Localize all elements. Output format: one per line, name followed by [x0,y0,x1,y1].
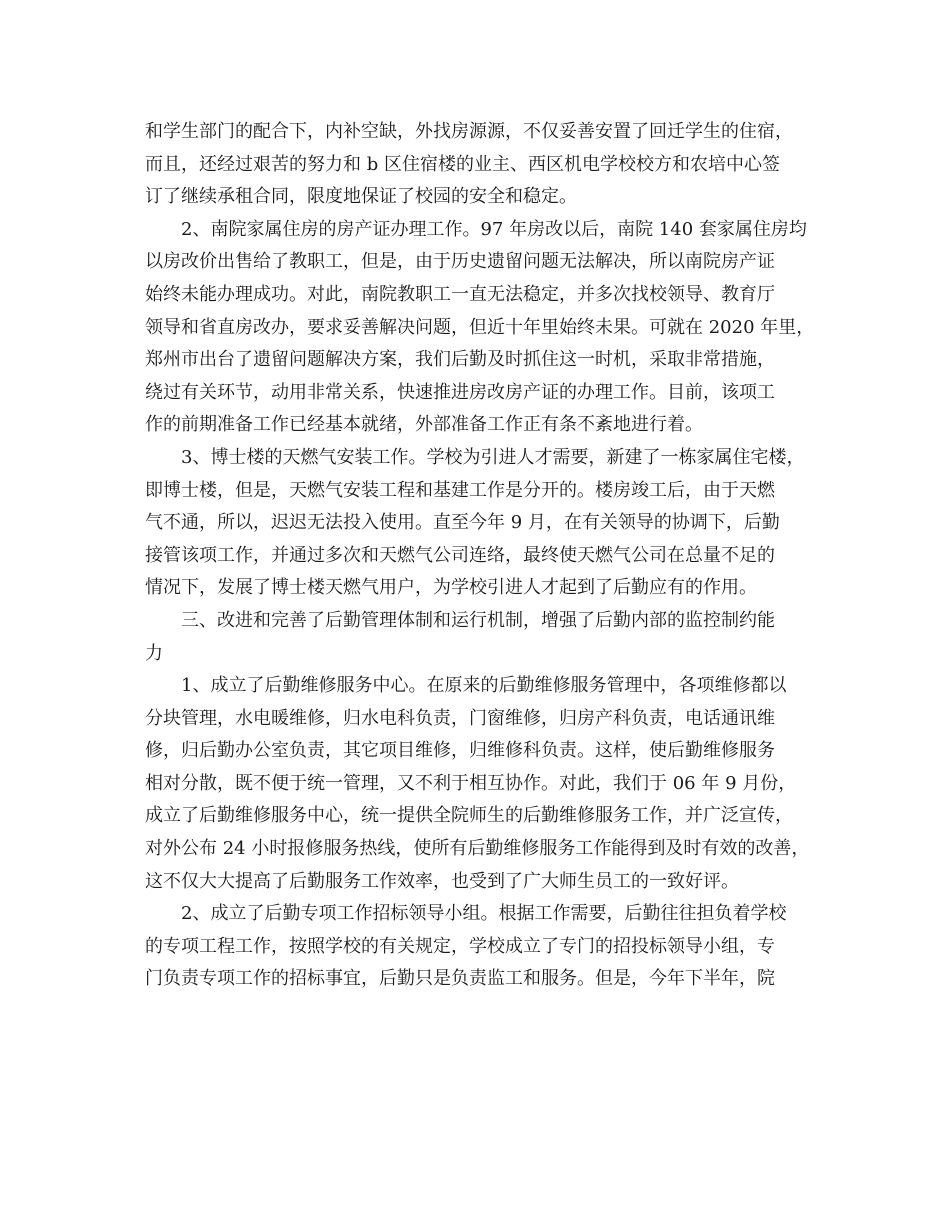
text-line: 这不仅大大提高了后勤服务工作效率，也受到了广大师生员工的一致好评。 [145,870,739,892]
text-line: 相对分散，既不便于统一管理，又不利于相互协作。对此，我们于 06 年 9 月份， [145,772,797,794]
text-line: 成立了后勤维修服务中心，统一提供全院师生的后勤维修服务工作，并广泛宣传， [145,805,793,827]
text-line: 即博士楼，但是，天燃气安装工程和基建工作是分开的。楼房竣工后，由于天燃 [145,479,775,501]
text-line: 作的前期准备工作已经基本就绪，外部准备工作正有条不紊地进行着。 [145,414,703,436]
text-line: 对外公布 24 小时报修服务热线，使所有后勤维修服务工作能得到及时有效的改善， [145,838,810,860]
text-line: 分块管理，水电暖维修，归水电科负责，门窗维修，归房产科负责，电话通讯维 [145,707,775,729]
text-line: 2、成立了后勤专项工作招标领导小组。根据工作需要，后勤往往担负着学校 [181,903,787,925]
text-line: 2、南院家属住房的房产证办理工作。97 年房改以后，南院 140 套家属住房均 [181,218,807,240]
text-line: 力 [145,642,163,664]
document-body [145,116,815,996]
text-line: 的专项工程工作，按照学校的有关规定，学校成立了专门的招投标领导小组，专 [145,935,775,957]
text-line: 绕过有关环节，动用非常关系，快速推进房改房产证的办理工作。目前，该项工 [145,381,775,403]
text-line: 气不通，所以，迟迟无法投入使用。直至今年 9 月，在有关领导的协调下，后勤 [145,512,780,534]
text-line: 始终未能办理成功。对此，南院教职工一直无法稳定，并多次找校领导、教育厅 [145,283,775,305]
text-line: 领导和省直房改办，要求妥善解决问题，但近十年里始终未果。可就在 2020 年里， [145,316,815,338]
text-line: 以房改价出售给了教职工，但是，由于历史遗留问题无法解决，所以南院房产证 [145,251,775,273]
text-line: 三、改进和完善了后勤管理体制和运行机制，增强了后勤内部的监控制约能 [181,609,775,631]
text-line: 而且，还经过艰苦的努力和 b 区住宿楼的业主、西区机电学校校方和农培中心签 [145,153,780,175]
text-line: 接管该项工作，并通过多次和天燃气公司连络，最终使天燃气公司在总量不足的 [145,544,775,566]
text-line: 修，归后勤办公室负责，其它项目维修，归维修科负责。这样，使后勤维修服务 [145,740,775,762]
text-line: 和学生部门的配合下，内补空缺，外找房源源，不仅妥善安置了回迁学生的住宿， [145,121,793,142]
text-line: 郑州市出台了遗留问题解决方案，我们后勤及时抓住这一时机，采取非常措施， [145,349,775,371]
text-line: 订了继续承租合同，限度地保证了校园的安全和稳定。 [145,186,577,208]
text-line: 情况下，发展了博士楼天燃气用户，为学校引进人才起到了后勤应有的作用。 [145,577,757,599]
text-line: 门负责专项工作的招标事宜，后勤只是负责监工和服务。但是，今年下半年，院 [145,968,775,990]
text-line: 3、博士楼的天燃气安装工作。学校为引进人才需要，新建了一栋家属住宅楼， [181,446,805,468]
text-line: 1、成立了后勤维修服务中心。在原来的后勤维修服务管理中，各项维修都以 [181,675,787,697]
